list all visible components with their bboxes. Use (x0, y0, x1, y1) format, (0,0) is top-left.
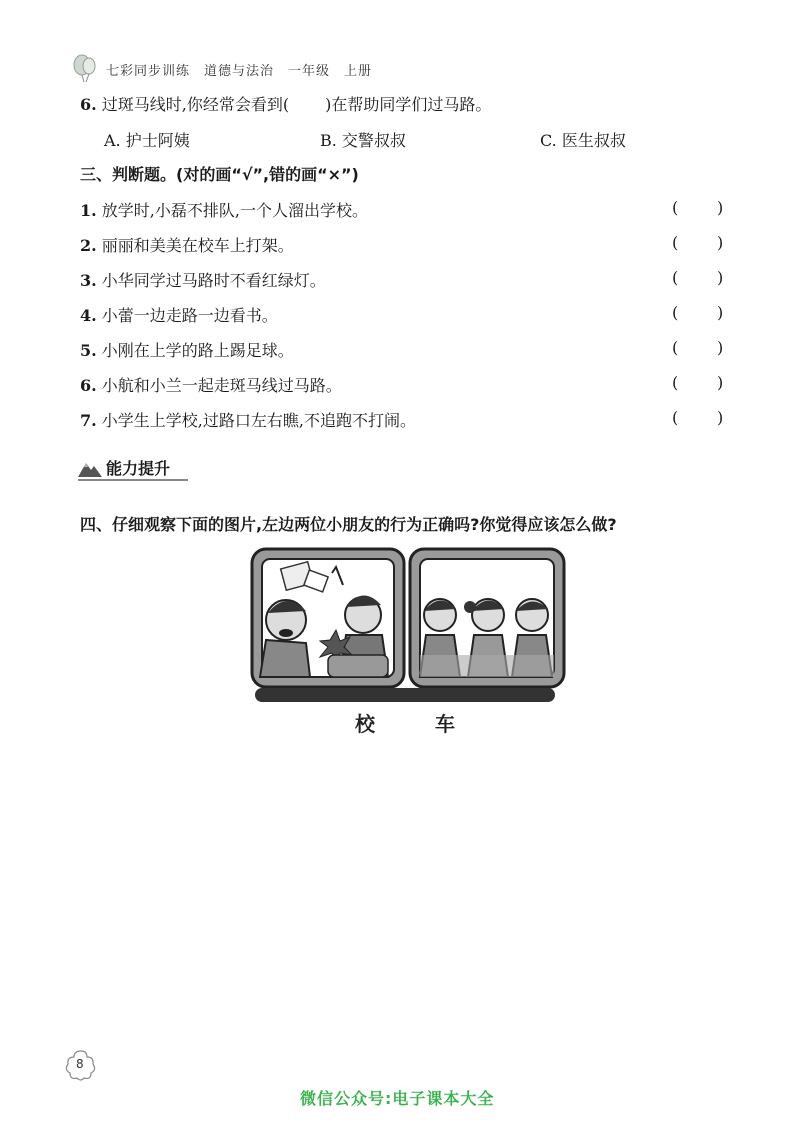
answer-paren-open: ( (672, 373, 679, 392)
item-text: 小蕾一边走路一边看书。 (101, 306, 278, 325)
answer-paren-close: ) (717, 198, 724, 217)
header-grade: 一年级 (288, 63, 331, 79)
ability-heading (78, 456, 170, 479)
answer-paren-open: ( (672, 303, 679, 322)
judge-item-3 (80, 268, 326, 291)
item-text: 小刚在上学的路上踢足球。 (101, 341, 294, 360)
answer-paren-open: ( (672, 233, 679, 252)
item-number: 4. (80, 306, 97, 325)
school-bus-illustration (248, 545, 568, 695)
answer-paren-close: ) (717, 338, 724, 357)
item-text: 小航和小兰一起走斑马线过马路。 (101, 376, 342, 395)
judge-item-2 (80, 233, 294, 256)
judge-item-1 (80, 198, 368, 221)
judge-item-6 (80, 373, 342, 396)
answer-paren-open: ( (672, 408, 679, 427)
answer-paren-open: ( (672, 268, 679, 287)
answer-paren-close: ) (717, 408, 724, 427)
answer-paren-open: ( (672, 198, 679, 217)
item-text: 丽丽和美美在校车上打架。 (101, 236, 294, 255)
header-subject: 道德与法治 (204, 63, 275, 79)
judge-item-4 (80, 303, 278, 326)
header-series: 七彩同步训练 (106, 63, 191, 79)
bus-windows-picture (248, 545, 568, 695)
question-6 (80, 92, 491, 115)
judge-item-7 (80, 408, 416, 431)
answer-paren-open: ( (672, 338, 679, 357)
option-c[interactable]: C. 医生叔叔 (540, 131, 626, 150)
page-header (72, 52, 372, 86)
page-number-badge (64, 1048, 98, 1082)
answer-paren-close: ) (717, 373, 724, 392)
question-number: 6. (80, 95, 97, 114)
item-text: 小学生上学校,过路口左右瞧,不追跑不打闹。 (101, 411, 416, 430)
item-number: 6. (80, 376, 97, 395)
judge-item-5 (80, 338, 294, 361)
item-number: 2. (80, 236, 97, 255)
footer-watermark: 微信公众号:电子课本大全 (300, 1089, 495, 1108)
item-number: 5. (80, 341, 97, 360)
balloon-logo-icon (72, 54, 98, 84)
answer-paren-close: ) (717, 233, 724, 252)
section-4-title: 四、仔细观察下面的图片,左边两位小朋友的行为正确吗?你觉得应该怎么做? (80, 515, 617, 534)
header-volume: 上册 (344, 63, 373, 79)
question-text-after: )在帮助同学们过马路。 (325, 95, 492, 114)
bus-body-bar (255, 688, 555, 702)
section-3-title: 三、判断题。(对的画“√”,错的画“×”) (80, 165, 359, 184)
ability-underline (78, 479, 188, 481)
item-text: 小华同学过马路时不看红绿灯。 (101, 271, 326, 290)
ability-title: 能力提升 (106, 459, 171, 478)
answer-paren-close: ) (717, 268, 724, 287)
option-a[interactable]: A. 护士阿姨 (104, 131, 190, 150)
item-number: 3. (80, 271, 97, 290)
mountain-icon (78, 459, 102, 477)
item-text: 放学时,小磊不排队,一个人溜出学校。 (101, 201, 368, 220)
item-number: 7. (80, 411, 97, 430)
bus-caption-left: 校 (355, 712, 375, 736)
answer-paren-close: ) (717, 303, 724, 322)
page-number: 8 (76, 1057, 84, 1071)
question-text-before: 过斑马线时,你经常会看到( (101, 95, 290, 114)
item-number: 1. (80, 201, 97, 220)
bus-caption-right: 车 (435, 712, 455, 736)
option-b[interactable]: B. 交警叔叔 (320, 131, 406, 150)
